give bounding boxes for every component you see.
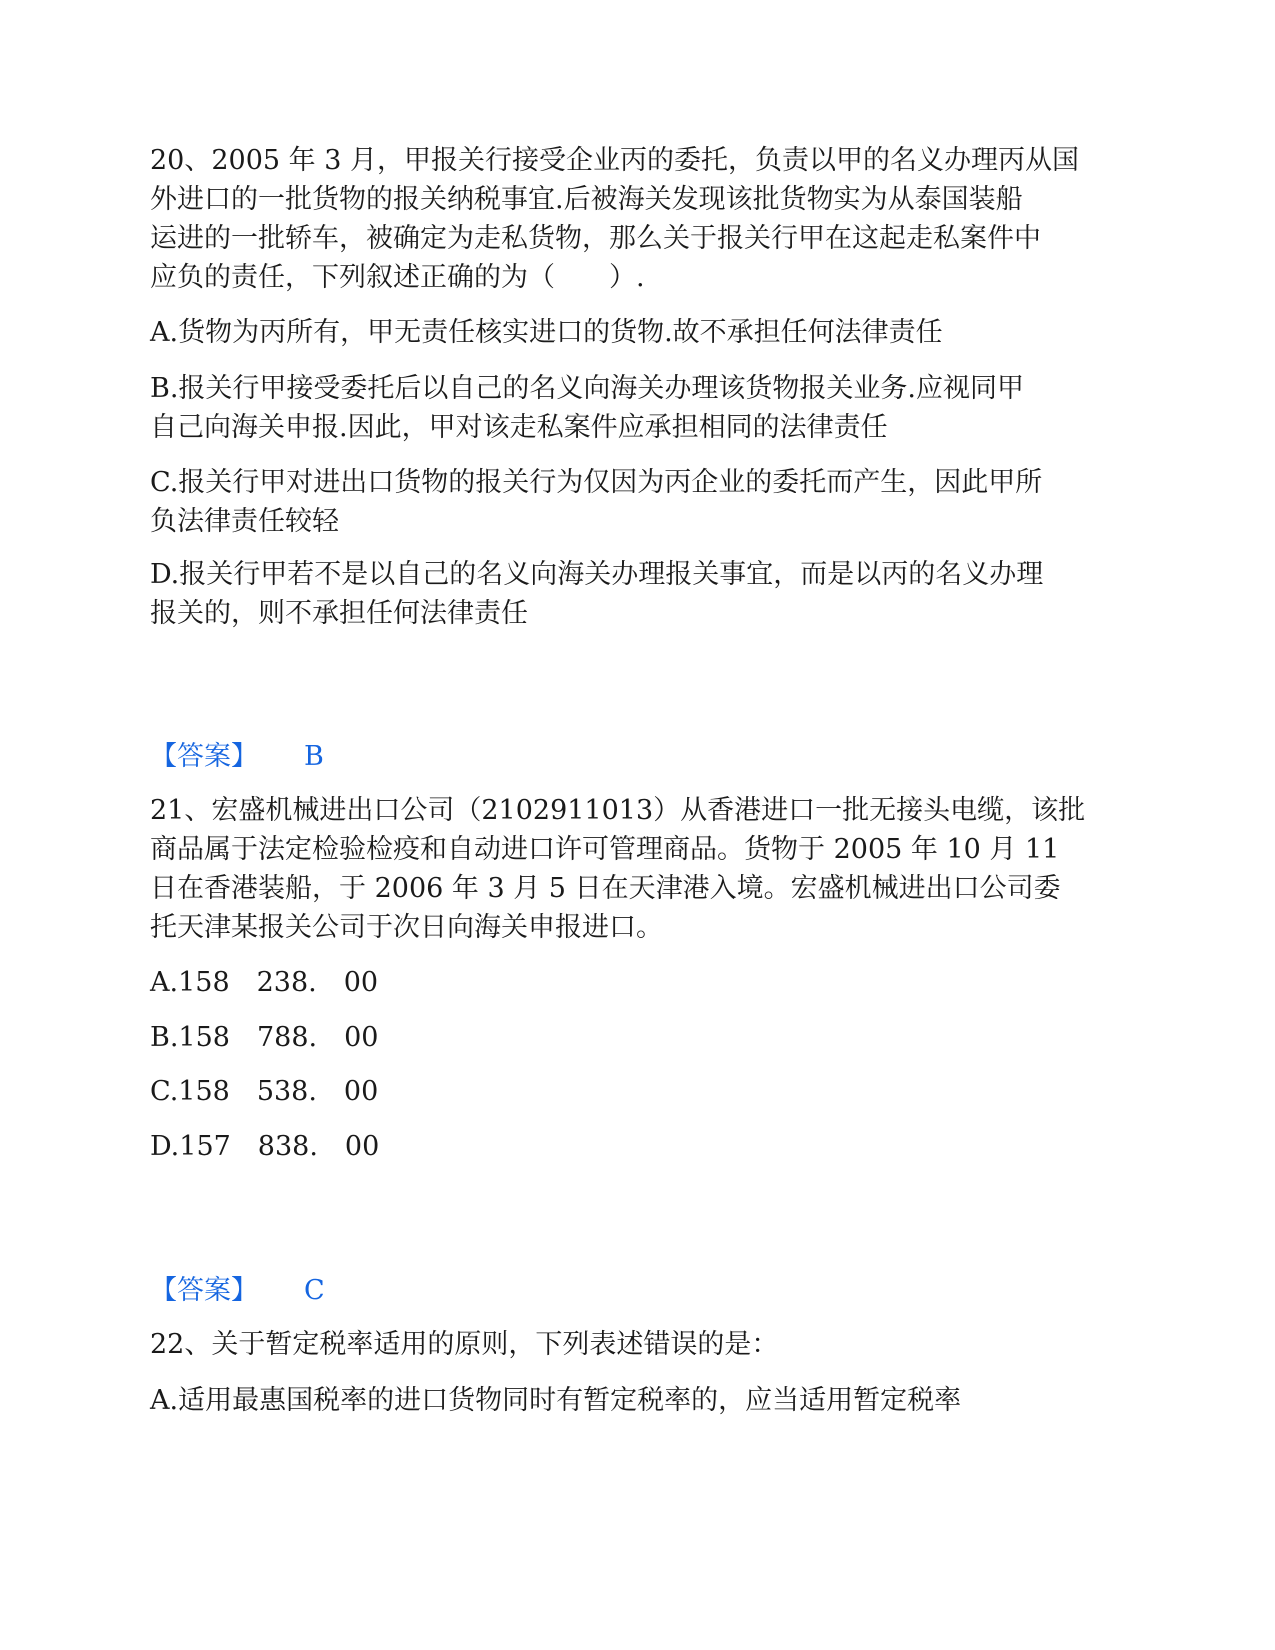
q21-answer: [150, 1271, 325, 1310]
q21-stem-line: 21、宏盛机械进出口公司（2102911013）从香港进口一批无接头电缆，该批: [150, 795, 1086, 826]
q20-option-c-line: C.报关行甲对进出口货物的报关行为仅因为丙企业的委托而产生，因此甲所: [150, 467, 1043, 498]
q22-option-a: [150, 1381, 1120, 1420]
q20-stem-line: 应负的责任，下列叙述正确的为（ ）.: [150, 262, 645, 293]
q21-option-b: [150, 1018, 1120, 1057]
q20-option-a: [150, 313, 1120, 352]
q21-stem-line: 日在香港装船，于 2006 年 3 月 5 日在天津港入境。宏盛机械进出口公司委: [150, 873, 1061, 904]
q20-option-d: [150, 555, 1120, 633]
q22-option-a-line: A.适用最惠国税率的进口货物同时有暂定税率的，应当适用暂定税率: [150, 1385, 962, 1416]
q20-stem: [150, 141, 1120, 297]
q21-stem-line: 商品属于法定检验检疫和自动进口许可管理商品。货物于 2005 年 10 月 11: [150, 834, 1060, 865]
q20-option-b: [150, 369, 1120, 447]
answer-value: B: [304, 741, 324, 772]
q21-option-c: [150, 1072, 1120, 1111]
q21-option-a: [150, 963, 1120, 1002]
answer-label: 【答案】: [150, 1275, 258, 1306]
q20-option-b-line: B.报关行甲接受委托后以自己的名义向海关办理该货物报关业务.应视同甲: [150, 373, 1025, 404]
q20-option-d-line: D.报关行甲若不是以自己的名义向海关办理报关事宜，而是以丙的名义办理: [150, 559, 1044, 590]
q21-option-d-line: D.157 838. 00: [150, 1131, 380, 1162]
q20-option-c: [150, 463, 1120, 541]
q20-stem-line: 20、2005 年 3 月，甲报关行接受企业丙的委托，负责以甲的名义办理丙从国: [150, 145, 1079, 176]
q21-option-b-line: B.158 788. 00: [150, 1022, 379, 1053]
q22-stem-line: 22、关于暂定税率适用的原则，下列表述错误的是：: [150, 1329, 779, 1360]
q20-answer: [150, 737, 324, 776]
answer-label: 【答案】: [150, 741, 258, 772]
q20-option-c-line: 负法律责任较轻: [150, 506, 339, 537]
q21-stem: [150, 791, 1120, 947]
q20-option-d-line: 报关的，则不承担任何法律责任: [150, 598, 528, 629]
q21-stem-line: 托天津某报关公司于次日向海关申报进口。: [150, 912, 663, 943]
q20-stem-line: 运进的一批轿车，被确定为走私货物，那么关于报关行甲在这起走私案件中: [150, 223, 1041, 254]
q20-stem-line: 外进口的一批货物的报关纳税事宜.后被海关发现该批货物实为从泰国装船: [150, 184, 1023, 215]
q20-option-a-line: A.货物为丙所有，甲无责任核实进口的货物.故不承担任何法律责任: [150, 317, 943, 348]
q20-option-b-line: 自己向海关申报.因此，甲对该走私案件应承担相同的法律责任: [150, 412, 888, 443]
answer-value: C: [304, 1275, 325, 1306]
q22-stem: [150, 1325, 1120, 1364]
q21-option-d: [150, 1127, 1120, 1166]
q21-option-c-line: C.158 538. 00: [150, 1076, 379, 1107]
q21-option-a-line: A.158 238. 00: [150, 967, 379, 998]
